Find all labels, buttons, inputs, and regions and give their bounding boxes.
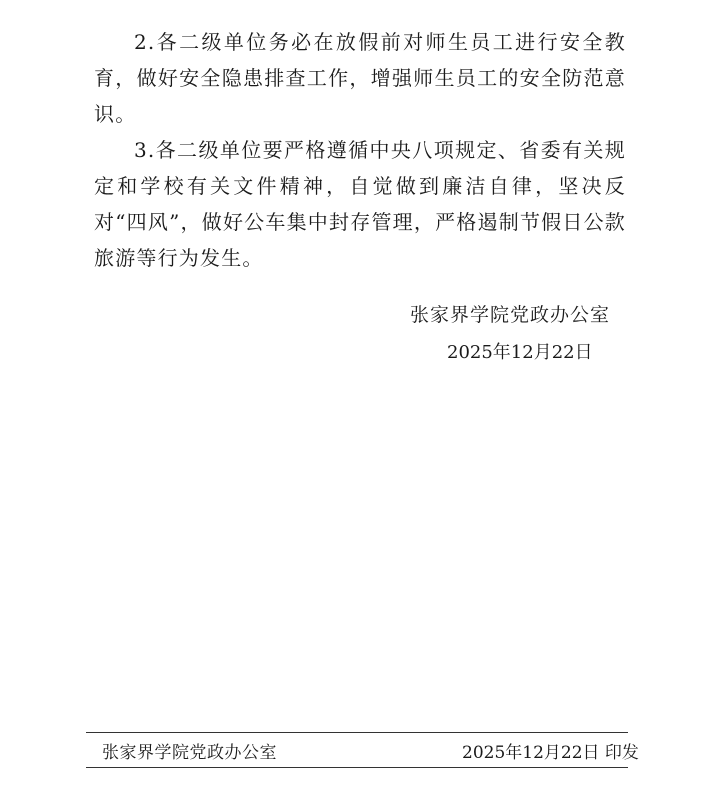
footer-bottom-rule	[86, 767, 628, 768]
footer-issue-date: 2025年12月22日 印发	[462, 743, 639, 763]
paragraph-item-2: 2.各二级单位务必在放假前对师生员工进行安全教育，做好安全隐患排查工作，增强师生员工的安全防范意识。	[94, 30, 626, 126]
document-body	[94, 24, 626, 276]
signature-organization: 张家界学院党政办公室	[410, 304, 611, 326]
footer-top-rule	[86, 732, 628, 733]
footer-issuer: 张家界学院党政办公室	[102, 743, 277, 763]
paragraph-item-3: 3.各二级单位要严格遵循中央八项规定、省委有关规定和学校有关文件精神，自觉做到廉洁自律，坚决反对“四风”，做好公车集中封存管理，严格遏制节假日公款旅游等行为发生。	[94, 138, 626, 270]
signature-date: 2025年12月22日	[447, 342, 593, 363]
